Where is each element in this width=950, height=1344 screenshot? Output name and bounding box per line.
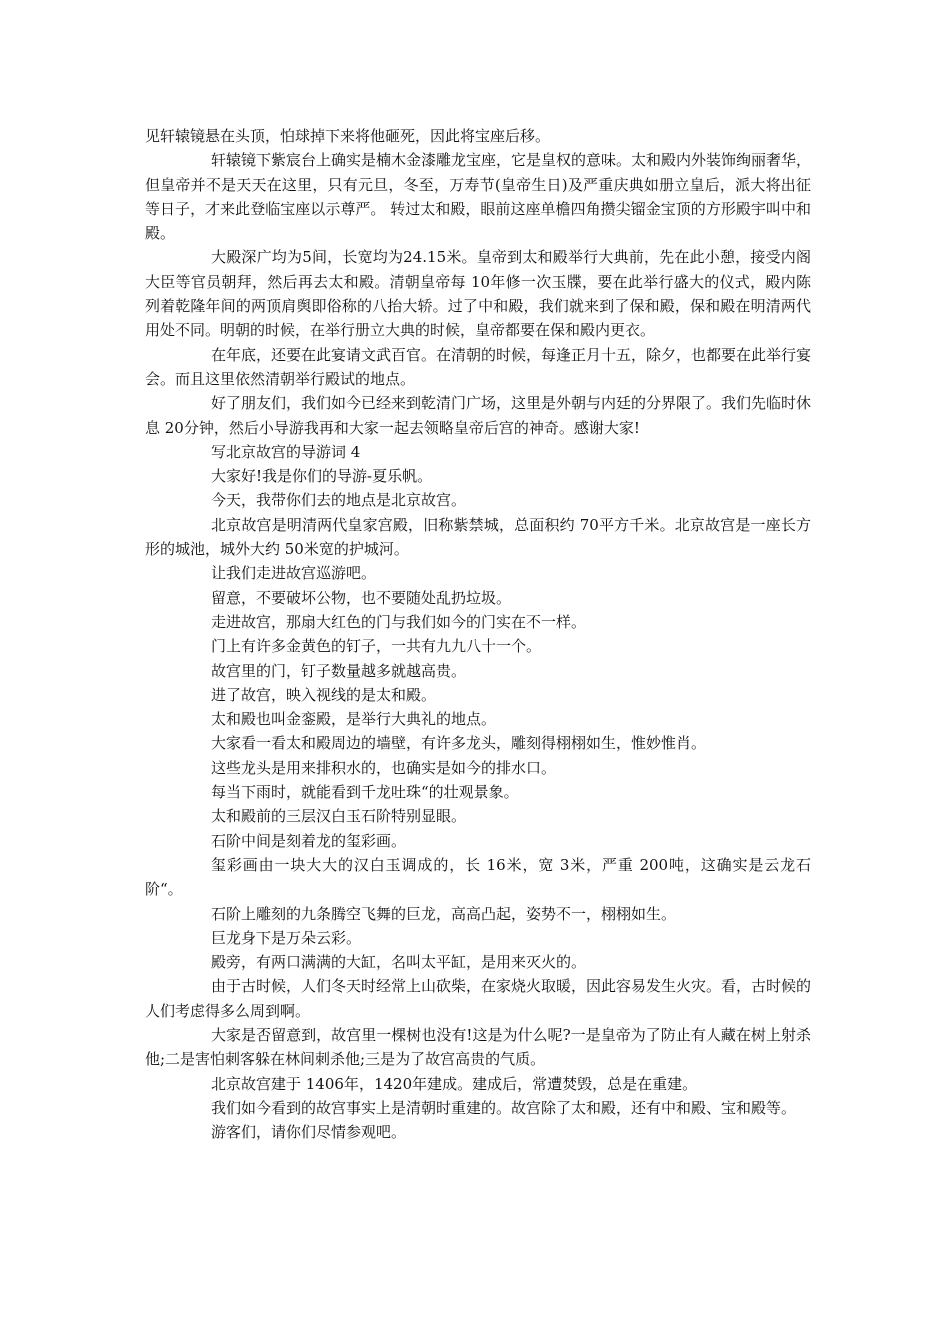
paragraph: 每当下雨时，就能看到千龙吐珠“的壮观景象。	[211, 783, 519, 802]
paragraph: 北京故宫是明清两代皇家宫殿，旧称紫禁城，总面积约 70平方千米。北京故宫是一座长方形的城池，城外大约 50米宽的护城河。	[145, 515, 811, 559]
paragraph: 我们如今看到的故宫事实上是清朝时重建的。故宫除了太和殿，还有中和殿、宝和殿等。	[211, 1098, 797, 1117]
paragraph: 殿旁，有两口满满的大缸，名叫太平缸，是用来灭火的。	[211, 953, 587, 972]
paragraph: 石阶中间是刻着龙的玺彩画。	[211, 831, 407, 850]
paragraph: 进了故宫，映入视线的是太和殿。	[211, 685, 437, 704]
paragraph: 让我们走进故宫巡游吧。	[211, 564, 377, 583]
paragraph: 游客们，请你们尽情参观吧。	[211, 1123, 407, 1142]
paragraph: 太和殿也叫金銮殿，是举行大典礼的地点。	[211, 710, 497, 729]
paragraph: 由于古时候，人们冬天时经常上山砍柴，在家烧火取暖，因此容易发生火灾。看，古时候的人们考虑得多么周到啊。	[145, 977, 812, 1020]
paragraph: 走进故宫，那扇大红色的门与我们如今的门实在不一样。	[211, 612, 587, 631]
section-heading: 写北京故宫的导游词 4	[211, 442, 361, 461]
paragraph: 好了朋友们，我们如今已经来到乾清门广场，这里是外朝与内廷的分界限了。我们先临时休息 20分钟，然后小导游我再和大家一起去领略皇帝后宫的神奇。感谢大家!	[145, 394, 812, 437]
paragraph: 轩辕镜下紫宸台上确实是楠木金漆雕龙宝座，它是皇权的意味。太和殿内外装饰绚丽奢华，但皇帝并不是天天在这里，只有元旦，冬至，万寿节(皇帝生日)及严重庆典如册立皇后，派大将出征等日子，才来此登临宝座以示尊严。 转过太和殿，眼前这座单檐四角攒尖镏金宝顶的方形殿宇叫中和殿。	[145, 151, 812, 243]
paragraph: 故宫里的门，钉子数量越多就越高贵。	[211, 661, 467, 680]
paragraph: 见轩辕镜悬在头顶，怕球掉下来将他砸死，因此将宝座后移。	[145, 127, 551, 145]
paragraph: 石阶上雕刻的九条腾空飞舞的巨龙，高高凸起，姿势不一，栩栩如生。	[211, 904, 677, 923]
paragraph: 留意，不要破坏公物，也不要随处乱扔垃圾。	[211, 588, 512, 607]
paragraph: 北京故宫建于 1406年，1420年建成。建成后，常遭焚毁，总是在重建。	[211, 1074, 698, 1093]
paragraph: 在年底，还要在此宴请文武百官。在清朝的时候，每逢正月十五，除夕，也都要在此举行宴会。而且这里依然清朝举行殿试的地点。	[145, 345, 812, 388]
paragraph: 太和殿前的三层汉白玉石阶特别显眼。	[211, 807, 467, 826]
paragraph: 门上有许多金黄色的钉子，一共有九九八十一个。	[211, 637, 542, 656]
paragraph: 巨龙身下是万朵云彩。	[211, 928, 362, 947]
paragraph: 大家看一看太和殿周边的墙壁，有许多龙头，雕刻得栩栩如生，惟妙惟肖。	[211, 734, 707, 753]
paragraph: 今天，我带你们去的地点是北京故宫。	[211, 491, 467, 510]
paragraph: 大殿深广均为5间，长宽均为24.15米。皇帝到太和殿举行大典前，先在此小憩，接受内阁大臣等官员朝拜，然后再去太和殿。清朝皇帝每 10年修一次玉牒，要在此举行盛大的仪式，殿内陈列着乾隆年间的两顶肩舆即俗称的八抬大轿。过了中和殿，我们就来到了保和殿，保和殿在明清两代用处不同。明朝的时候，在举行册立大典的时候，皇帝都要在保和殿内更衣。	[145, 248, 811, 340]
document-body	[145, 124, 811, 1144]
paragraph: 大家好!我是你们的导游-夏乐帆。	[211, 467, 433, 486]
paragraph: 大家是否留意到，故宫里一棵树也没有!这是为什么呢?一是皇帝为了防止有人藏在树上射杀他;二是害怕刺客躲在林间刺杀他;三是为了故宫高贵的气质。	[145, 1025, 811, 1069]
paragraph: 这些龙头是用来排积水的，也确实是如今的排水口。	[211, 758, 557, 777]
paragraph: 玺彩画由一块大大的汉白玉调成的，长 16米，宽 3米，严重 200吨，这确实是云龙石阶“。	[145, 855, 811, 899]
